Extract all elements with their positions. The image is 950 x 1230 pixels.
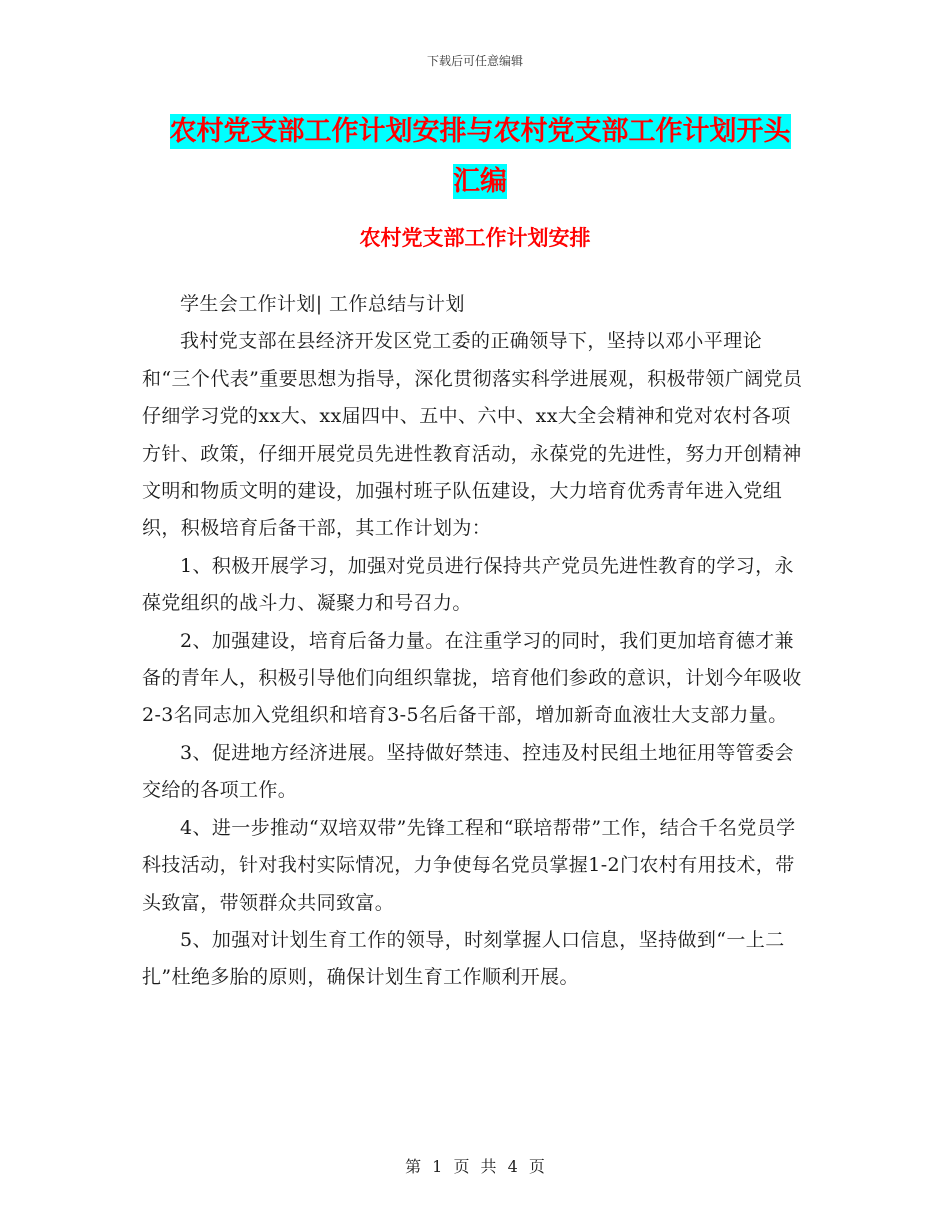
paragraph-subtitle: 学生会工作计划| 工作总结与计划 bbox=[180, 293, 465, 315]
paragraph-item-3: 3、促进地方经济进展。坚持做好禁违、控违及村民组土地征用等管委会交给的各项工作。 bbox=[142, 741, 794, 802]
paragraph-intro: 我村党支部在县经济开发区党工委的正确领导下，坚持以邓小平理论和“三个代表”重要思想为指导，深化贯彻落实科学进展观，积极带领广阔党员仔细学习党的xx大、xx届四中、五中、六中、xx大全会精神和党对农村各项方针、政策，仔细开展党员先进性教育活动，永葆党的先进性，努力开创精神文明和物质文明的建设，加强村班子队伍建设，大力培育优秀青年进入党组织，积极培育后备干部，其工作计划为： bbox=[142, 330, 803, 540]
header-note: 下载后可任意编辑 bbox=[426, 54, 523, 68]
document-title bbox=[140, 107, 820, 207]
paragraph-item-5: 5、加强对计划生育工作的领导，时刻掌握人口信息，坚持做到“一上二扎”杜绝多胎的原则，确保计划生育工作顺利开展。 bbox=[142, 928, 785, 989]
document-body bbox=[142, 286, 810, 997]
document-title-line-1: 农村党支部工作计划安排与农村党支部工作计划开头 bbox=[169, 116, 791, 147]
paragraph-item-2: 2、加强建设，培育后备力量。在注重学习的同时，我们更加培育德才兼备的青年人，积极引导他们向组织靠拢，培育他们参政的意识，计划今年吸收2-3名同志加入党组织和培育3-5名后备干部，增加新奇血液壮大支部力量。 bbox=[142, 629, 802, 727]
page-footer: 第 1 页 共 4 页 bbox=[405, 1157, 545, 1176]
paragraph-item-1: 1、积极开展学习，加强对党员进行保持共产党员先进性教育的学习，永葆党组织的战斗力、凝聚力和号召力。 bbox=[142, 554, 794, 615]
section-title: 农村党支部工作计划安排 bbox=[359, 226, 591, 250]
paragraph-item-4: 4、进一步推动“双培双带”先锋工程和“联培帮带”工作，结合千名党员学科技活动，针对我村实际情况，力争使每名党员掌握1-2门农村有用技术，带头致富，带领群众共同致富。 bbox=[142, 816, 796, 914]
document-title-line-2: 汇编 bbox=[453, 166, 507, 197]
